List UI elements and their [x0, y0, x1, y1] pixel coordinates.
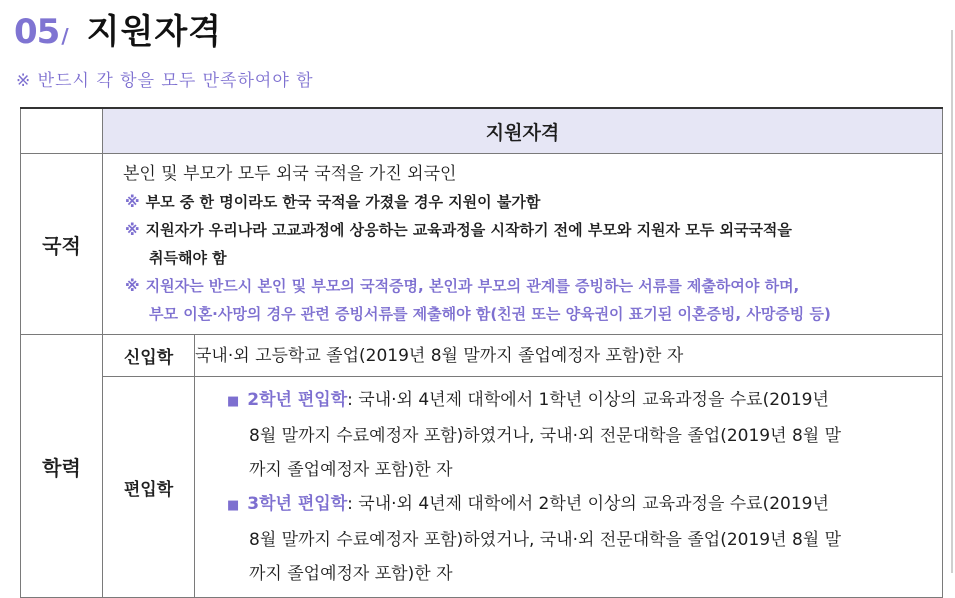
transfer-content [195, 377, 943, 598]
bullet-square-icon: ■ [227, 394, 240, 409]
freshman-label: 신입학 [103, 335, 195, 377]
note-mark: ※ [125, 193, 140, 211]
eligibility-table [20, 107, 943, 598]
transfer-item-3rd-year [211, 487, 932, 523]
education-label: 학력 [21, 335, 103, 598]
header-title-cell: 지원자격 [103, 108, 943, 154]
transfer-item-title: 2학년 편입학 [247, 390, 348, 410]
nationality-label: 국적 [21, 154, 103, 335]
section-number: 05 [14, 12, 60, 52]
transfer-item-2nd-year [211, 383, 932, 419]
transfer-item-title: 3학년 편입학 [247, 494, 348, 514]
freshman-text: 국내·외 고등학교 졸업(2019년 8월 말까지 졸업예정자 포함)한 자 [195, 335, 943, 377]
transfer-item-3rd-year-line3: 까지 졸업예정자 포함)한 자 [249, 564, 453, 584]
section-slash: / [61, 24, 69, 48]
freshman-row [21, 335, 943, 377]
requirement-notice: ※ 반드시 각 항을 모두 만족하여야 함 [16, 71, 314, 91]
transfer-label: 편입학 [103, 377, 195, 598]
nationality-note-3-cont: 부모 이혼·사망의 경우 관련 증빙서류를 제출해야 함(친권 또는 양육권이 표기된 이혼증빙, 사망증빙 등) [149, 305, 831, 323]
page-title: 지원자격 [86, 12, 223, 52]
nationality-main-text: 본인 및 부모가 모두 외국 국적을 가진 외국인 [123, 164, 457, 184]
note-text: 지원자는 반드시 본인 및 부모의 국적증명, 본인과 부모의 관계를 증빙하는 서류를 제출하여야 하며, [145, 277, 800, 295]
note-mark: ※ [125, 221, 140, 239]
transfer-item-2nd-year-line3: 까지 졸업예정자 포함)한 자 [249, 460, 453, 480]
note-mark: ※ [125, 277, 140, 295]
page-edge-divider [951, 30, 953, 573]
nationality-note-1 [119, 188, 932, 216]
note-text: 지원자가 우리나라 고교과정에 상응하는 교육과정을 시작하기 전에 부모와 지원자 모두 외국국적을 [145, 221, 792, 239]
transfer-row [21, 377, 943, 598]
table-header-row [21, 108, 943, 154]
section-header [14, 4, 222, 54]
bullet-square-icon: ■ [227, 498, 240, 513]
nationality-row [21, 154, 943, 335]
transfer-item-3rd-year-line2: 8월 말까지 수료예정자 포함)하였거나, 국내·외 전문대학을 졸업(2019년 8월 말 [249, 530, 842, 550]
transfer-item-text: : 국내·외 4년제 대학에서 2학년 이상의 교육과정을 수료(2019년 [347, 494, 829, 514]
header-blank-cell [21, 108, 103, 154]
nationality-note-2 [119, 216, 932, 244]
transfer-item-text: : 국내·외 4년제 대학에서 1학년 이상의 교육과정을 수료(2019년 [347, 390, 829, 410]
transfer-item-2nd-year-line2: 8월 말까지 수료예정자 포함)하였거나, 국내·외 전문대학을 졸업(2019년 8월 말 [249, 426, 842, 446]
nationality-content [103, 154, 943, 335]
nationality-note-2-cont: 취득해야 함 [149, 249, 227, 267]
note-text: 부모 중 한 명이라도 한국 국적을 가졌을 경우 지원이 불가함 [145, 193, 541, 211]
nationality-note-3 [119, 272, 932, 300]
